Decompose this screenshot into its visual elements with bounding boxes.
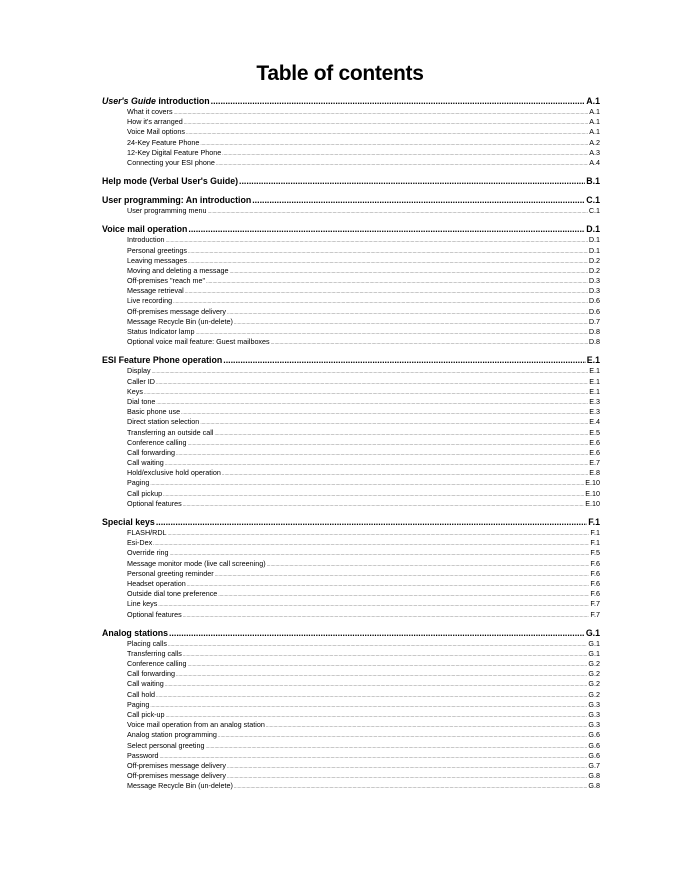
section-title-italic: User's Guide <box>102 96 156 106</box>
toc-entry-page-number: E.6 <box>589 437 600 447</box>
dot-leader <box>173 297 588 307</box>
toc-entry[interactable] <box>102 377 600 387</box>
toc-section <box>102 175 600 187</box>
toc-entry-page-number: D.1 <box>588 245 600 255</box>
dot-leader <box>200 418 588 428</box>
toc-entry[interactable] <box>102 296 600 306</box>
toc-entry[interactable] <box>102 428 600 438</box>
toc-entry-label: Call waiting <box>127 679 164 689</box>
toc-entry-label: Override ring <box>127 548 169 558</box>
toc-entry-label: Call hold <box>127 689 155 699</box>
toc-entry-page-number: E.1 <box>589 366 600 376</box>
toc-entry-label: Personal greeting reminder <box>127 568 214 578</box>
dot-leader <box>216 159 588 169</box>
section-page-number: D.1 <box>586 224 600 235</box>
section-title <box>102 223 188 235</box>
toc-entry-label: Live recording <box>127 296 173 306</box>
toc-section <box>102 194 600 216</box>
toc-entry-page-number: G.1 <box>588 648 600 658</box>
toc-entry[interactable] <box>102 235 600 245</box>
dot-leader <box>234 782 588 792</box>
toc-entry-page-number: F.6 <box>590 568 600 578</box>
toc-entry[interactable] <box>102 266 600 276</box>
toc-entry-label: Off-premises message delivery <box>127 771 226 781</box>
toc-entry-label: Caller ID <box>127 376 155 386</box>
toc-entry-page-number: E.1 <box>589 376 600 386</box>
toc-entry[interactable] <box>102 127 600 137</box>
dot-leader <box>218 731 588 741</box>
toc-entry[interactable] <box>102 448 600 458</box>
toc-entry[interactable] <box>102 569 600 579</box>
toc-entry-label: Voice Mail options <box>127 127 185 137</box>
toc-entry-label: Message Recycle Bin (un-delete) <box>127 316 233 326</box>
section-title-text: introduction <box>155 96 210 106</box>
toc-entry[interactable] <box>102 669 600 679</box>
toc-entry[interactable] <box>102 538 600 548</box>
dot-leader <box>223 354 586 366</box>
toc-entry[interactable] <box>102 599 600 609</box>
toc-entry-page-number: E.3 <box>589 396 600 406</box>
dot-leader <box>176 670 587 680</box>
dot-leader <box>183 650 588 660</box>
toc-entry-page-number: E.5 <box>589 427 600 437</box>
toc-entry-label: Call waiting <box>127 458 164 468</box>
dot-leader <box>158 600 589 610</box>
toc-entry-label: Basic phone use <box>127 407 181 417</box>
dot-leader <box>227 762 587 772</box>
toc-entry-page-number: G.8 <box>588 771 600 781</box>
toc-section <box>102 516 600 620</box>
toc-entry[interactable] <box>102 679 600 689</box>
toc-entry-page-number: D.3 <box>588 276 600 286</box>
toc-entry[interactable] <box>102 397 600 407</box>
toc-entry-label: Optional features <box>127 609 182 619</box>
toc-entry-page-number: G.7 <box>588 760 600 770</box>
dot-leader <box>168 640 587 650</box>
dot-leader <box>169 627 585 639</box>
dot-leader <box>168 529 590 539</box>
toc-entry-page-number: E.1 <box>589 386 600 396</box>
toc-entry-page-number: D.1 <box>588 235 600 245</box>
toc-section-heading[interactable] <box>102 175 600 187</box>
dot-leader <box>150 479 584 489</box>
toc-entry[interactable] <box>102 690 600 700</box>
toc-entry-label: Dial tone <box>127 396 156 406</box>
toc-entry[interactable] <box>102 589 600 599</box>
dot-leader <box>153 539 589 549</box>
toc-entry-page-number: F.6 <box>590 589 600 599</box>
toc-entry[interactable] <box>102 468 600 478</box>
toc-entry-page-number: A.1 <box>589 127 600 137</box>
toc-entry-label: Password <box>127 750 159 760</box>
dot-leader <box>156 378 588 388</box>
toc-entry[interactable] <box>102 286 600 296</box>
dot-leader <box>206 277 588 287</box>
toc-entry[interactable] <box>102 781 600 791</box>
toc-entry-label: Call pickup <box>127 488 163 498</box>
toc-entry-page-number: E.10 <box>585 488 600 498</box>
toc-entry[interactable] <box>102 559 600 569</box>
section-title <box>102 354 223 366</box>
dot-leader <box>165 680 588 690</box>
toc-entry-page-number: F.6 <box>590 558 600 568</box>
toc-entry-page-number: G.2 <box>588 659 600 669</box>
dot-leader <box>222 469 588 479</box>
toc-section-heading[interactable] <box>102 516 600 528</box>
toc-section <box>102 354 600 509</box>
toc-entry[interactable] <box>102 579 600 589</box>
toc-section-heading[interactable] <box>102 95 600 107</box>
dot-leader <box>208 207 588 217</box>
toc-entry[interactable] <box>102 489 600 499</box>
toc-entry-page-number: G.6 <box>588 750 600 760</box>
toc-entry-page-number: F.6 <box>590 578 600 588</box>
toc-entry[interactable] <box>102 158 600 168</box>
toc-entry-label: Optional voice mail feature: Guest mailboxes <box>127 337 270 347</box>
toc-entry-label: Optional features <box>127 498 182 508</box>
dot-leader <box>176 449 588 459</box>
toc-entry[interactable] <box>102 478 600 488</box>
toc-entry-page-number: F.7 <box>590 599 600 609</box>
dot-leader <box>183 611 590 621</box>
toc-entry[interactable] <box>102 407 600 417</box>
dot-leader <box>187 580 590 590</box>
dot-leader <box>165 459 588 469</box>
toc-entry-page-number: F.5 <box>590 548 600 558</box>
toc-entry-label: Off-premises message delivery <box>127 760 226 770</box>
toc-entry[interactable] <box>102 327 600 337</box>
toc-section-heading[interactable] <box>102 627 600 639</box>
toc-entry-page-number: D.2 <box>588 255 600 265</box>
toc-entry-label: Status Indicator lamp <box>127 327 195 336</box>
section-page-number: B.1 <box>586 176 600 187</box>
toc-entry-label: Esi-Dex <box>127 538 153 548</box>
toc-entry-page-number: E.7 <box>589 458 600 468</box>
toc-entry-page-number: G.3 <box>588 710 600 719</box>
dot-leader <box>163 490 584 500</box>
toc-entry-label: How it's arranged <box>127 117 183 127</box>
dot-leader <box>206 742 588 752</box>
toc-entry[interactable] <box>102 256 600 266</box>
toc-entry[interactable] <box>102 528 600 538</box>
toc-entry-page-number: G.2 <box>588 679 600 689</box>
toc-entry-page-number: D.8 <box>588 337 600 347</box>
section-title-text: User programming: An introduction <box>102 195 252 206</box>
dot-leader <box>271 338 588 348</box>
dot-leader <box>188 660 588 670</box>
dot-leader <box>266 721 588 731</box>
section-page-number: F.1 <box>588 517 600 527</box>
dot-leader <box>252 194 585 206</box>
dot-leader <box>166 236 588 246</box>
toc-entry-label: Leaving messages <box>127 255 187 265</box>
dot-leader <box>186 128 588 138</box>
toc-entry-page-number: G.3 <box>588 699 600 709</box>
toc-entry[interactable] <box>102 458 600 468</box>
toc-section-heading[interactable] <box>102 194 600 206</box>
toc-entry-label: User programming menu <box>127 206 207 216</box>
toc-entry-page-number: D.6 <box>588 296 600 306</box>
toc-entry-label: 12-Key Digital Feature Phone <box>127 147 222 157</box>
dot-leader <box>200 139 588 149</box>
dot-leader <box>188 257 588 267</box>
toc-entry-label: Introduction <box>127 235 165 245</box>
dot-leader <box>150 701 587 711</box>
section-title <box>102 516 156 528</box>
dot-leader <box>156 691 587 701</box>
toc-entry-label: FLASH/RDL <box>127 528 167 537</box>
toc-entry-label: 24-Key Feature Phone <box>127 137 200 147</box>
section-page-number: G.1 <box>585 627 600 638</box>
dot-leader <box>267 560 590 570</box>
toc-entry[interactable] <box>102 730 600 740</box>
toc-entry-page-number: G.8 <box>588 781 600 791</box>
toc-entry-label: Connecting your ESI phone <box>127 157 215 167</box>
toc-entry[interactable] <box>102 337 600 347</box>
section-title <box>102 175 239 187</box>
toc-entry-label: Keys <box>127 386 143 396</box>
dot-leader <box>188 247 588 257</box>
toc-entry[interactable] <box>102 117 600 127</box>
toc-entry[interactable] <box>102 761 600 771</box>
toc-entry[interactable] <box>102 276 600 286</box>
toc-entry-label: Headset operation <box>127 578 186 588</box>
toc-entry-page-number: G.6 <box>588 740 600 750</box>
toc-entry[interactable] <box>102 138 600 148</box>
toc-entry[interactable] <box>102 659 600 669</box>
toc-entry[interactable] <box>102 148 600 158</box>
toc-entry[interactable] <box>102 417 600 427</box>
toc-section <box>102 223 600 347</box>
toc-entry-page-number: F.1 <box>590 528 600 537</box>
toc-entry[interactable] <box>102 610 600 620</box>
toc-entry-page-number: G.1 <box>588 638 600 648</box>
toc-entry-page-number: E.6 <box>589 447 600 457</box>
section-title <box>102 95 211 107</box>
dot-leader <box>215 570 590 580</box>
toc-entry-page-number: D.3 <box>588 286 600 296</box>
toc-entry-page-number: G.2 <box>588 669 600 679</box>
toc-entry-label: Message retrieval <box>127 286 184 296</box>
dot-leader <box>188 439 589 449</box>
section-title <box>102 627 169 639</box>
dot-leader <box>227 308 588 318</box>
toc-entry-label: Select personal greeting <box>127 740 205 750</box>
toc-entry-page-number: A.1 <box>589 117 600 127</box>
dot-leader <box>156 398 588 408</box>
dot-leader <box>214 429 588 439</box>
toc-entry-label: Line keys <box>127 599 158 609</box>
toc-entry-page-number: E.10 <box>585 478 600 488</box>
dot-leader <box>234 318 588 328</box>
dot-leader <box>218 590 589 600</box>
toc-section <box>102 627 600 792</box>
toc-entry-page-number: A.1 <box>589 107 600 116</box>
toc-entry-label: Transferring calls <box>127 648 182 658</box>
dot-leader <box>152 367 589 377</box>
toc-entry-label: Transferring an outside call <box>127 427 214 437</box>
toc-section <box>102 95 600 168</box>
toc-entry-label: Paging <box>127 478 150 488</box>
dot-leader <box>156 516 587 528</box>
toc-entry-page-number: G.3 <box>588 720 600 730</box>
toc-entry-label: Call forwarding <box>127 447 175 457</box>
toc-entry-page-number: E.10 <box>585 498 600 508</box>
toc-entry-page-number: D.7 <box>588 316 600 326</box>
section-title <box>102 194 252 206</box>
toc-entry-page-number: G.2 <box>588 689 600 699</box>
toc-entry-page-number: C.1 <box>588 206 600 216</box>
toc-entry[interactable] <box>102 720 600 730</box>
section-page-number: A.1 <box>586 96 600 106</box>
toc-entry-label: Conference calling <box>127 437 187 447</box>
section-title-text: Analog stations <box>102 627 168 638</box>
toc-entry-page-number: A.3 <box>589 147 600 157</box>
toc-entry-label: What it covers <box>127 107 173 116</box>
toc-entry-page-number: F.7 <box>590 609 600 619</box>
toc-entry-page-number: A.2 <box>589 137 600 147</box>
section-title-text: Voice mail operation <box>102 224 188 235</box>
toc-entry-label: Call pick-up <box>127 710 165 719</box>
toc-entry-page-number: D.2 <box>588 265 600 275</box>
toc-entry[interactable] <box>102 771 600 781</box>
section-page-number: C.1 <box>586 195 600 206</box>
toc-entry[interactable] <box>102 387 600 397</box>
toc-entry[interactable] <box>102 499 600 509</box>
toc-entry[interactable] <box>102 438 600 448</box>
toc-entry-label: Voice mail operation from an analog station <box>127 720 265 730</box>
toc-section-heading[interactable] <box>102 223 600 235</box>
dot-leader <box>230 267 588 277</box>
toc-entry-label: Moving and deleting a message <box>127 265 229 275</box>
dot-leader <box>181 408 588 418</box>
toc-entry-label: Message Recycle Bin (un-delete) <box>127 781 233 791</box>
toc-entry[interactable] <box>102 639 600 649</box>
toc-entry[interactable] <box>102 366 600 376</box>
toc-entry-label: Analog station programming <box>127 730 217 740</box>
dot-leader <box>185 287 588 297</box>
toc-entry-label: Personal greetings <box>127 245 187 255</box>
toc-entry-label: Call forwarding <box>127 669 175 679</box>
toc-entry-page-number: E.8 <box>589 468 600 478</box>
section-title-text: Special keys <box>102 517 155 527</box>
dot-leader <box>144 388 588 398</box>
toc-entry-page-number: D.6 <box>588 306 600 316</box>
toc-entry[interactable] <box>102 548 600 558</box>
toc-entry[interactable] <box>102 206 600 216</box>
toc-entry-page-number: A.4 <box>589 157 600 167</box>
page-title: Table of contents <box>256 62 424 85</box>
toc-entry-label: Off-premises message delivery <box>127 306 226 316</box>
table-of-contents <box>102 95 600 799</box>
dot-leader <box>174 108 589 118</box>
toc-entry[interactable] <box>102 107 600 117</box>
toc-entry[interactable] <box>102 246 600 256</box>
dot-leader <box>184 118 589 128</box>
toc-entry-page-number: F.1 <box>590 538 600 548</box>
toc-entry-label: Hold/exclusive hold operation <box>127 468 221 478</box>
toc-entry-label: Off-premises "reach me" <box>127 276 206 286</box>
section-title-text: Help mode (Verbal User's Guide) <box>102 176 239 187</box>
toc-entry-label: Direct station selection <box>127 417 200 427</box>
dot-leader <box>239 175 585 187</box>
toc-entry-page-number: D.8 <box>588 327 600 336</box>
toc-entry-label: Paging <box>127 699 150 709</box>
toc-entry[interactable] <box>102 751 600 761</box>
toc-entry-page-number: G.6 <box>588 730 600 740</box>
toc-entry[interactable] <box>102 710 600 720</box>
dot-leader <box>211 95 586 107</box>
toc-entry[interactable] <box>102 649 600 659</box>
dot-leader <box>188 223 585 235</box>
toc-entry-label: Conference calling <box>127 659 187 669</box>
toc-entry-label: Outside dial tone preference <box>127 589 218 599</box>
toc-entry-page-number: E.3 <box>589 407 600 417</box>
toc-entry-label: Placing calls <box>127 638 167 648</box>
dot-leader <box>227 772 587 782</box>
section-page-number: E.1 <box>586 355 600 366</box>
dot-leader <box>222 149 588 159</box>
toc-entry[interactable] <box>102 317 600 327</box>
toc-entry-label: Message monitor mode (live call screening) <box>127 558 266 568</box>
toc-entry-page-number: E.4 <box>589 417 600 427</box>
toc-entry[interactable] <box>102 307 600 317</box>
toc-entry[interactable] <box>102 741 600 751</box>
dot-leader <box>183 500 584 510</box>
section-title-text: ESI Feature Phone operation <box>102 355 223 366</box>
toc-section-heading[interactable] <box>102 354 600 366</box>
toc-entry-label: Display <box>127 366 151 376</box>
toc-entry[interactable] <box>102 700 600 710</box>
